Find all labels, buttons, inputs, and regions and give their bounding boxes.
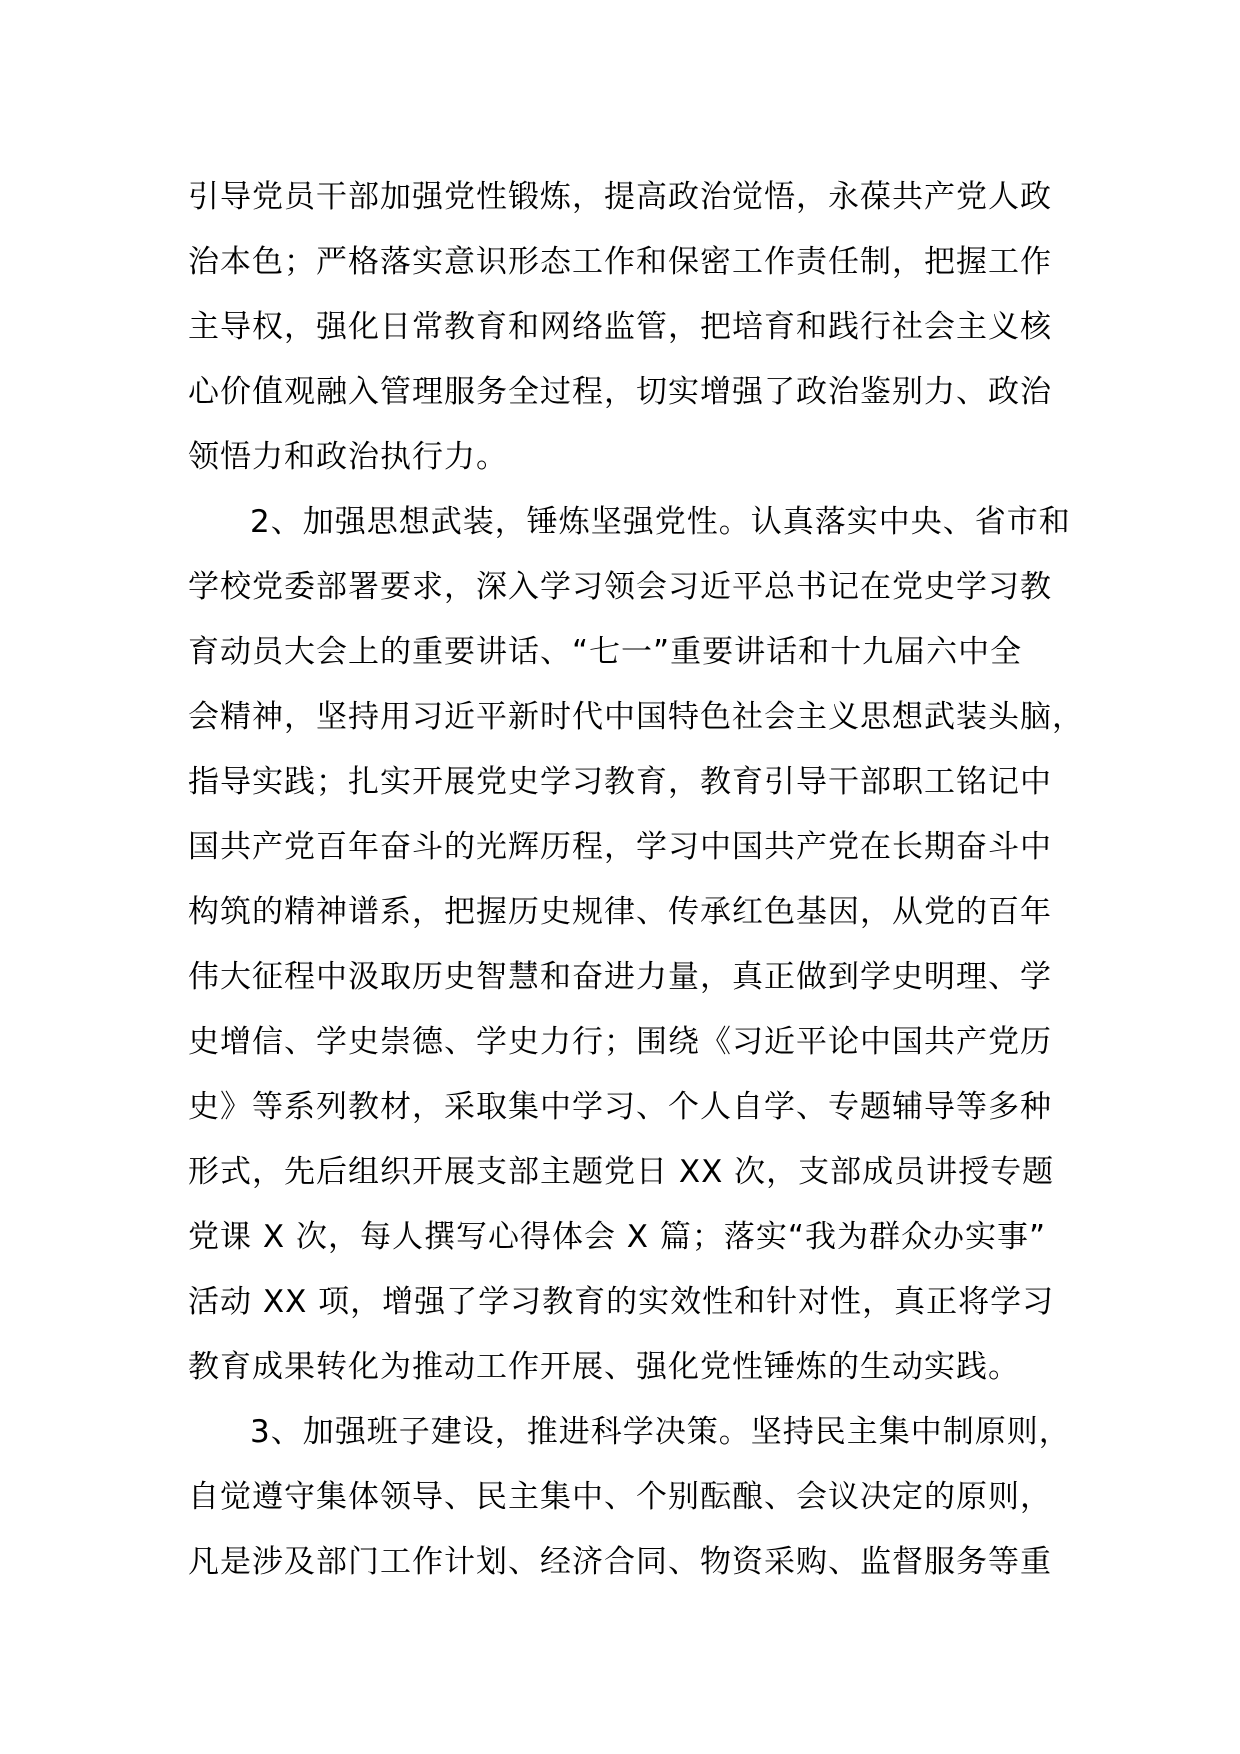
text-line: 国共产党百年奋斗的光辉历程，学习中国共产党在长期奋斗中 xyxy=(188,829,1052,865)
text-line: 形式，先后组织开展支部主题党日 XX 次，支部成员讲授专题 xyxy=(188,1154,1055,1190)
text-line: 党课 X 次，每人撰写心得体会 X 篇；落实“我为群众办实事” xyxy=(188,1219,1047,1255)
text-line: 育动员大会上的重要讲话、“七一”重要讲话和十九届六中全 xyxy=(188,634,1023,670)
text-line: 教育成果转化为推动工作开展、强化党性锤炼的生动实践。 xyxy=(188,1349,1020,1385)
text-line: 引导党员干部加强党性锻炼，提高政治觉悟，永葆共产党人政 xyxy=(188,179,1052,215)
text-line: 治本色；严格落实意识形态工作和保密工作责任制，把握工作 xyxy=(188,244,1052,280)
text-line: 学校党委部署要求，深入学习领会习近平总书记在党史学习教 xyxy=(188,569,1052,605)
body-text xyxy=(188,165,1088,1595)
text-line: 凡是涉及部门工作计划、经济合同、物资采购、监督服务等重 xyxy=(188,1544,1052,1580)
text-line: 领悟力和政治执行力。 xyxy=(188,439,508,475)
text-line: 史》等系列教材，采取集中学习、个人自学、专题辅导等多种 xyxy=(188,1089,1052,1125)
text-line: 史增信、学史崇德、学史力行；围绕《习近平论中国共产党历 xyxy=(188,1024,1052,1060)
text-line: 伟大征程中汲取历史智慧和奋进力量，真正做到学史明理、学 xyxy=(188,959,1052,995)
text-line: 活动 XX 项，增强了学习教育的实效性和针对性，真正将学习 xyxy=(188,1284,1055,1320)
paragraph-2-first-line: 2、加强思想武装，锤炼坚强党性。认真落实中央、省市和 xyxy=(250,504,1071,540)
paragraph-3-first-line: 3、加强班子建设，推进科学决策。坚持民主集中制原则， xyxy=(250,1414,1071,1450)
text-line: 构筑的精神谱系，把握历史规律、传承红色基因，从党的百年 xyxy=(188,894,1052,930)
text-line: 自觉遵守集体领导、民主集中、个别酝酿、会议决定的原则， xyxy=(188,1479,1052,1515)
text-line: 指导实践；扎实开展党史学习教育，教育引导干部职工铭记中 xyxy=(188,764,1052,800)
text-line: 心价值观融入管理服务全过程，切实增强了政治鉴别力、政治 xyxy=(188,374,1052,410)
text-line: 会精神，坚持用习近平新时代中国特色社会主义思想武装头脑， xyxy=(188,699,1084,735)
text-line: 主导权，强化日常教育和网络监管，把培育和践行社会主义核 xyxy=(188,309,1052,345)
